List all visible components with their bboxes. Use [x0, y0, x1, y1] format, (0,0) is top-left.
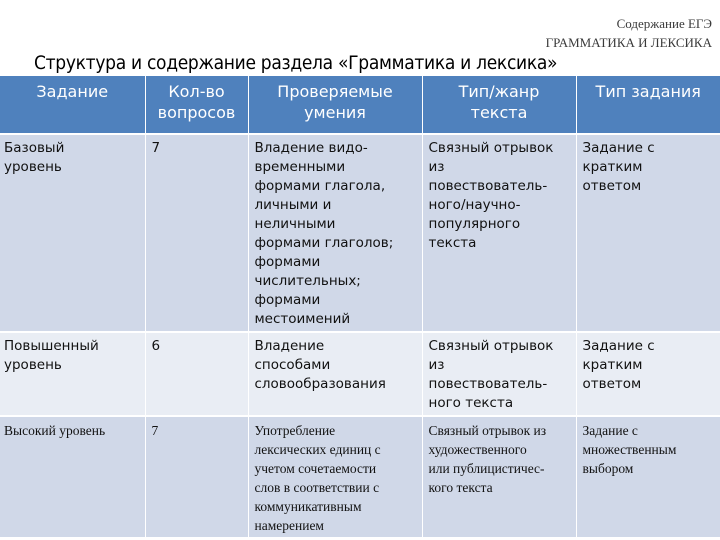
cell-count: 7 [145, 416, 248, 537]
cell-count: 7 [145, 134, 248, 332]
table-header-row [0, 76, 720, 134]
cell-skills: Владение способами словообразования [248, 332, 422, 416]
cell-count: 6 [145, 332, 248, 416]
caption-line-section: ГРАММАТИКА И ЛЕКСИКА [545, 35, 712, 50]
caption-line-exam: Содержание ЕГЭ [616, 16, 712, 31]
cell-level: Повышенный уровень [0, 332, 145, 416]
cell-text-type: Связный отрывок из художественного или публицистичес- кого текста [422, 416, 576, 537]
cell-task-type: Задание с множественным выбором [576, 416, 720, 537]
header-question-count: Кол-во вопросов [145, 76, 248, 134]
table-row [0, 134, 720, 332]
cell-text-type: Связный отрывок из повествователь- ного текста [422, 332, 576, 416]
header-task: Задание [0, 76, 145, 134]
cell-text-type: Связный отрывок из повествователь- ного/научно- популярного текста [422, 134, 576, 332]
cell-skills: Владение видо- временными формами глагола, личными и неличными формами глаголов; формами числительных; формами местоимений [248, 134, 422, 332]
table-row [0, 416, 720, 537]
table-row [0, 332, 720, 416]
header-skills: Проверяемые умения [248, 76, 422, 134]
cell-skills: Употребление лексических единиц с учетом сочетаемости слов в соответствии с коммуникативным намерением [248, 416, 422, 537]
slide-title: Структура и содержание раздела «Грамматика и лексика» [34, 52, 558, 74]
cell-task-type: Задание с кратким ответом [576, 332, 720, 416]
cell-level: Базовый уровень [0, 134, 145, 332]
header-text-genre: Тип/жанр текста [422, 76, 576, 134]
cell-level: Высокий уровень [0, 416, 145, 537]
header-task-type: Тип задания [576, 76, 720, 134]
slide-caption [546, 14, 712, 52]
structure-table [0, 76, 720, 537]
cell-task-type: Задание с кратким ответом [576, 134, 720, 332]
